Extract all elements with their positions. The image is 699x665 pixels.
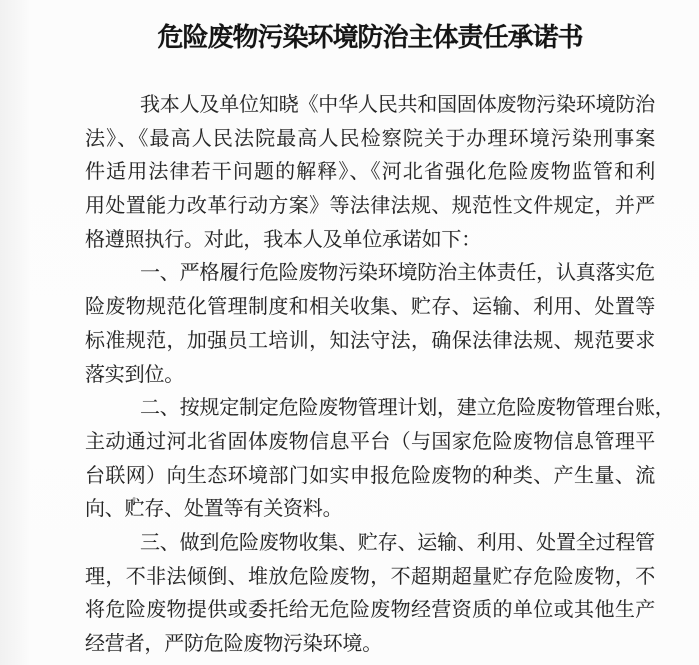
- document-line: 经营者，严防危险废物污染环境。: [85, 633, 382, 655]
- document-line: 落实到位。: [85, 363, 184, 386]
- document-line: 用处置能力改革行动方案》等法律法规、规范性文件规定，并严: [85, 195, 655, 218]
- document-title: 危险废物污染环境防治主体责任承诺书: [157, 23, 583, 52]
- document-line: 件适用法律若干问题的解释》、《河北省强化危险废物监管和利: [85, 161, 655, 184]
- document-line: 将危险废物提供或委托给无危险废物经营资质的单位或其他生产: [85, 599, 655, 622]
- document-line: 一、严格履行危险废物污染环境防治主体责任，认真落实危: [140, 262, 655, 285]
- document-line: 台联网）向生态环境部门如实申报危险废物的种类、产生量、流: [85, 464, 655, 487]
- document-line: 向、贮存、处置等有关资料。: [85, 498, 343, 521]
- document-line: 格遵照执行。对此，我本人及单位承诺如下：: [85, 228, 481, 251]
- document-line: 理，不非法倾倒、堆放危险废物，不超期超量贮存危险废物，不: [85, 565, 655, 588]
- scan-edge-shadow: [0, 0, 30, 665]
- document-body: [85, 89, 675, 662]
- document-line: 二、按规定制定危险废物管理计划，建立危险废物管理台账，: [140, 397, 675, 420]
- document-content: [85, 20, 675, 662]
- document-line: 标准规范，加强员工培训，知法守法，确保法律法规、规范要求: [85, 329, 655, 352]
- document-line: 险废物规范化管理制度和相关收集、贮存、运输、利用、处置等: [85, 296, 655, 319]
- document-line: 我本人及单位知晓《中华人民共和国固体废物污染环境防治: [140, 94, 655, 116]
- document-line: 三、做到危险废物收集、贮存、运输、利用、处置全过程管: [140, 531, 655, 554]
- document-line: 法》、《最高人民法院最高人民检察院关于办理环境污染刑事案: [85, 127, 655, 150]
- document-line: 主动通过河北省固体废物信息平台（与国家危险废物信息管理平: [85, 430, 655, 453]
